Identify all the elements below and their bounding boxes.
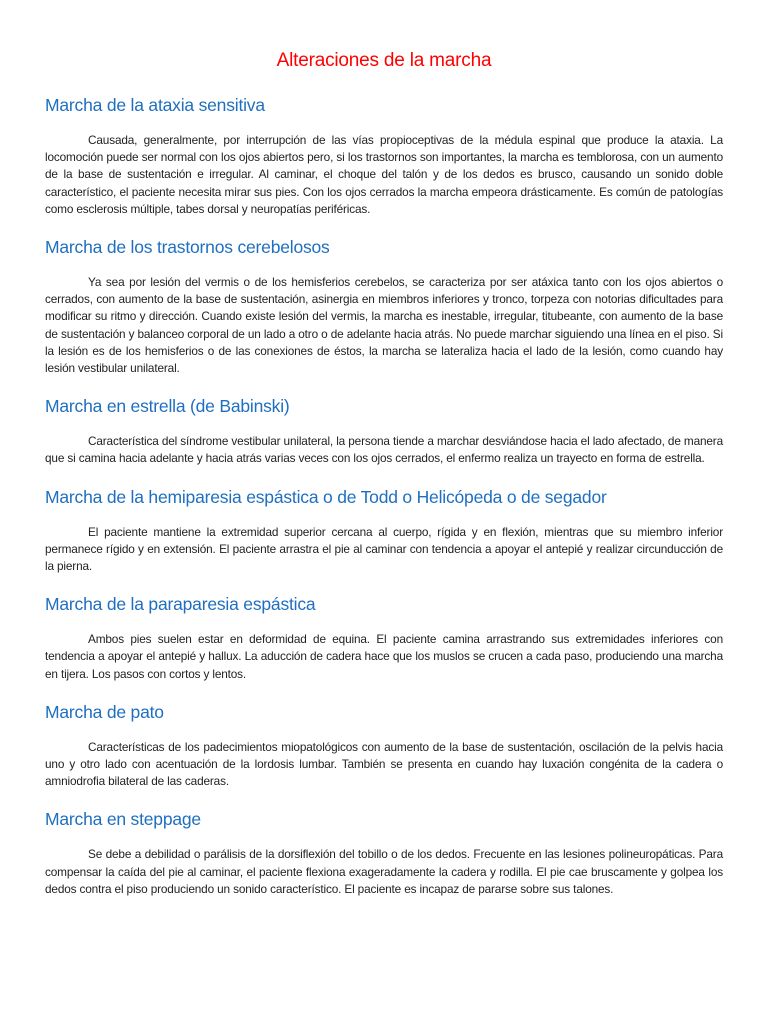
section-body: Causada, generalmente, por interrupción de las vías propioceptivas de la médula espinal que produce la ataxia. La locomoción puede ser normal con los ojos abiertos pero, si los trastornos son importantes, la marcha es temblorosa, con un aumento de la base de sustentación e irregular. Al caminar, el choque del talón y de los dedos es brusco, causando un sonido doble característico, el paciente necesita mirar sus pies. Con los ojos cerrados la marcha empeora drásticamente. Es común de patologías como esclerosis múltiple, tabes dorsal y neuropatías periféricas.: [45, 133, 723, 216]
section-heading: Marcha de pato: [45, 701, 164, 722]
section-steppage: [45, 808, 723, 898]
section-body: Ya sea por lesión del vermis o de los hemisferios cerebelos, se caracteriza por ser atáxica tanto con los ojos abiertos o cerrados, con aumento de la base de sustentación, asinergia en miembros inferiores y tronco, torpeza con notorias dificultades para modificar su ritmo y dirección. Cuando existe lesión del vermis, la marcha es inestable, irregular, titubeante, con aumento de la base de sustentación y balanceo corporal de un lado a otro o de adelante hacia atrás. No puede marchar siguiendo una línea en el piso. Si la lesión es de los hemisferios o de las conexiones de éstos, la marcha se lateraliza hacia el lado de la lesión, como cuando hay lesión vestibular unilateral.: [45, 275, 723, 376]
section-body: Se debe a debilidad o parálisis de la dorsiflexión del tobillo o de los dedos. Frecuente en las lesiones polineuropáticas. Para compensar la caída del pie al caminar, el paciente flexiona exageradamente la cadera y rodilla. El pie cae bruscamente y golpea los dedos contra el piso produciendo un sonido característico. El paciente es incapaz de pararse sobre sus talones.: [45, 847, 723, 896]
section-hemiparesia-espastica: [45, 486, 723, 576]
section-marcha-de-pato: [45, 701, 723, 791]
section-paraparesia-espastica: [45, 593, 723, 683]
section-estrella-babinski: [45, 395, 723, 467]
section-heading: Marcha en estrella (de Babinski): [45, 396, 290, 417]
section-heading: Marcha de los trastornos cerebelosos: [45, 237, 330, 258]
section-ataxia-sensitiva: [45, 94, 723, 218]
section-heading: Marcha de la ataxia sensitiva: [45, 95, 265, 115]
document-title: Alteraciones de la marcha: [276, 50, 492, 71]
section-body: Características de los padecimientos miopatológicos con aumento de la base de sustentación, oscilación de la pelvis hacia uno y otro lado con acentuación de la lordosis lumbar. También se presenta en cuando hay luxación congénita de la cadera o amniodrofia bilateral de las caderas.: [45, 739, 723, 789]
section-heading: Marcha de la hemiparesia espástica o de Todd o Helicópeda o de segador: [45, 486, 607, 507]
section-heading: Marcha de la paraparesia espástica: [45, 594, 316, 615]
section-trastornos-cerebelosos: [45, 236, 723, 377]
section-body: Ambos pies suelen estar en deformidad de equina. El paciente camina arrastrando sus extremidades inferiores con tendencia a apoyar el antepié y hallux. La aducción de cadera hace que los muslos se crucen a cada paso, produciendo una marcha en tijera. Los pasos con cortos y lentos.: [45, 632, 723, 681]
section-body: El paciente mantiene la extremidad superior cercana al cuerpo, rígida y en flexión, mientras que su miembro inferior permanece rígido y en extensión. El paciente arrastra el pie al caminar con tendencia a apoyar el antepié y realizar circunducción de la pierna.: [45, 524, 723, 574]
section-heading: Marcha en steppage: [45, 809, 201, 830]
section-body: Característica del síndrome vestibular unilateral, la persona tiende a marchar desviándose hacia el lado afectado, de manera que si camina hacia adelante y hacia atrás varias veces con los ojos cerrados, el enfermo realiza un trayecto en forma de estrella.: [45, 434, 723, 466]
